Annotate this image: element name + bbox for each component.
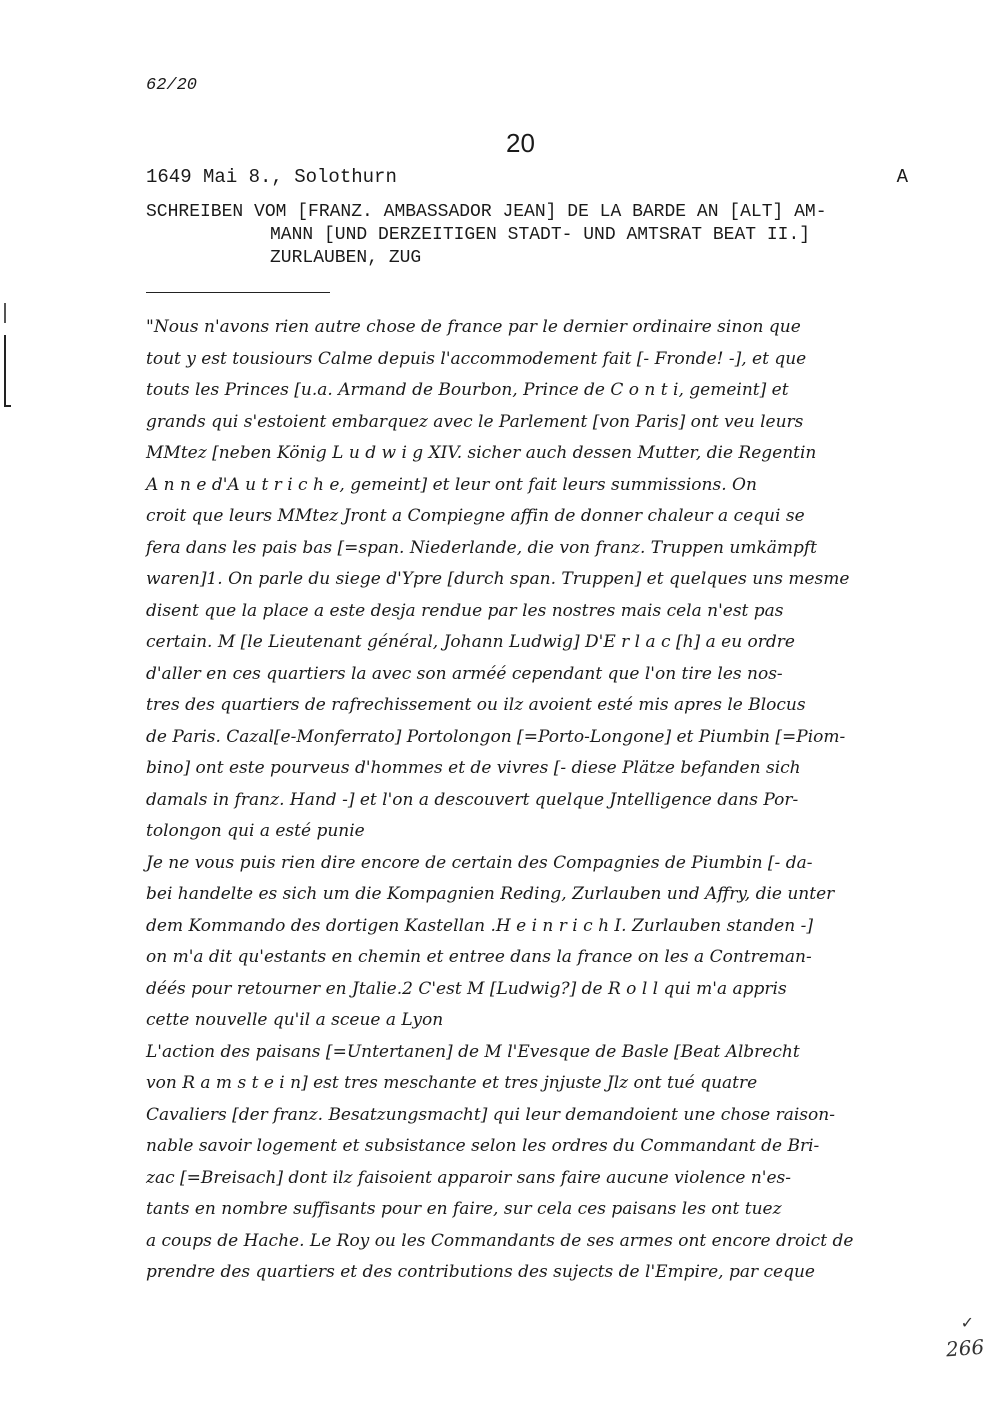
body-line: A n n e d'A u t r i c h e, gemeint] et leur ont fait leurs summissions. On (146, 474, 757, 495)
body-line: cette nouvelle qu'il a sceue a Lyon (146, 1010, 444, 1030)
margin-mark (4, 303, 6, 323)
body-line: d'aller en ces quartiers la avec son arméé cependant que l'on tire les nos- (146, 663, 783, 684)
body-line: tres des quartiers de rafrechissement ou ilz avoient esté mis apres le Blocus (146, 695, 806, 715)
heading-line-1: SCHREIBEN VOM [FRANZ. AMBASSADOR JEAN] DE LA BARDE AN [ALT] AM- (146, 202, 827, 222)
heading-line-3: ZURLAUBEN, ZUG (270, 248, 422, 268)
body-line: on m'a dit qu'estants en chemin et entree dans la france on les a Contreman- (146, 947, 812, 967)
margin-bracket (4, 335, 11, 407)
body-line: bei handelte es sich um die Kompagnien Reding, Zurlauben und Affry, die unter (146, 884, 835, 904)
body-line: certain. M [le Lieutenant général, Johann Ludwig] D'E r l a c [h] a eu ordre (146, 632, 795, 652)
body-line: bino] ont este pourveus d'hommes et de vivres [- diese Plätze befanden sich (146, 758, 801, 778)
body-line: Cavaliers [der franz. Besatzungsmacht] qui leur demandoient une chose raison- (146, 1104, 835, 1125)
date-place: 1649 Mai 8., Solothurn (146, 166, 397, 188)
body-line: croit que leurs MMtez Jront a Compiegne affin de donner chaleur a cequi se (146, 506, 805, 526)
body-line: nable savoir logement et subsistance selon les ordres du Commandant de Bri- (146, 1136, 820, 1156)
body-line: MMtez [neben König L u d w i g XIV. sicher auch dessen Mutter, die Regentin (146, 443, 817, 463)
heading-line-2: MANN [UND DERZEITIGEN STADT- UND AMTSRAT BEAT II.] (270, 225, 811, 245)
body-line: touts les Princes [u.a. Armand de Bourbon, Prince de C o n t i, gemeint] et (146, 380, 789, 400)
document-number: 20 (506, 128, 535, 158)
check-mark-icon: ✓ (960, 1313, 974, 1332)
body-line: zac [=Breisach] dont ilz faisoient apparoir sans faire aucune violence n'es- (146, 1167, 791, 1188)
letter-body (146, 312, 926, 1289)
body-line: L'action des paisans [=Untertanen] de M l'Evesque de Basle [Beat Albrecht (146, 1041, 800, 1062)
body-line: fera dans les pais bas [=span. Niederlande, die von franz. Truppen umkämpft (146, 537, 818, 558)
page-folio-mark: 266 (945, 1334, 985, 1362)
separator-rule (146, 292, 330, 293)
body-line: a coups de Hache. Le Roy ou les Commandants de ses armes ont encore droict de (146, 1230, 854, 1251)
body-line: prendre des quartiers et des contributions des sujects de l'Empire, par ceque (146, 1262, 815, 1282)
body-line: "Nous n'avons rien autre chose de france par le dernier ordinaire sinon que (146, 317, 801, 337)
body-line: dem Kommando des dortigen Kastellan .H e i n r i c h I. Zurlauben standen -] (146, 915, 813, 936)
body-line: déés pour retourner en Jtalie.2 C'est M [Ludwig?] de R o l l qui m'a appris (146, 978, 787, 999)
page-reference: 62/20 (146, 76, 198, 95)
date-place-line (146, 166, 908, 188)
body-line: tolongon qui a esté punie (146, 821, 365, 841)
document-heading (146, 201, 916, 270)
body-line: von R a m s t e i n] est tres meschante et tres jnjuste Jlz ont tué quatre (146, 1073, 758, 1093)
body-line: tout y est tousiours Calme depuis l'accommodement fait [- Fronde! -], et que (146, 348, 807, 369)
body-line: disent que la place a este desja rendue par les nostres mais cela n'est pas (146, 600, 784, 621)
body-line: tants en nombre suffisants pour en faire, sur cela ces paisans les ont tuez (146, 1199, 782, 1219)
body-line: grands qui s'estoient embarquez avec le Parlement [von Paris] ont veu leurs (146, 411, 804, 432)
body-line: Je ne vous puis rien dire encore de certain des Compagnies de Piumbin [- da- (146, 852, 813, 873)
body-line: damals in franz. Hand -] et l'on a descouvert quelque Jntelligence dans Por- (146, 789, 799, 810)
classification-letter: A (896, 166, 908, 188)
body-line: waren]1. On parle du siege d'Ypre [durch span. Truppen] et quelques uns mesme (146, 569, 850, 589)
body-line: de Paris. Cazal[e-Monferrato] Portolongon [=Porto-Longone] et Piumbin [=Piom- (146, 726, 846, 747)
